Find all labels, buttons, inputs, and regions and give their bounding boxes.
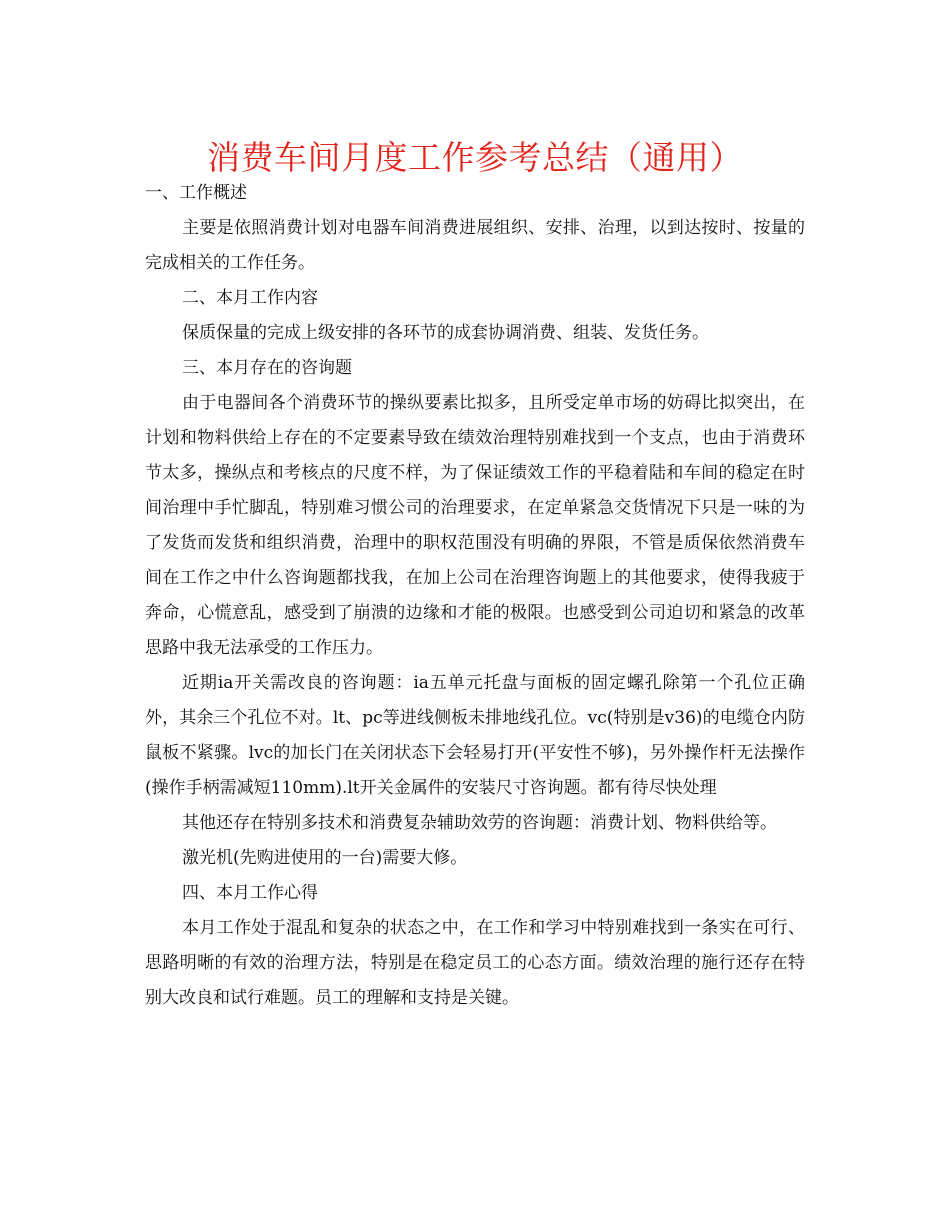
document-title: 消费车间月度工作参考总结（通用） xyxy=(207,138,743,177)
paragraph-other-issues: 其他还存在特别多技术和消费复杂辅助效劳的咨询题：消费计划、物料供给等。 xyxy=(182,813,777,833)
paragraph-laser-machine: 激光机(先购进使用的一台)需要大修。 xyxy=(182,848,468,868)
heading-experience: 四、本月工作心得 xyxy=(182,883,318,903)
heading-overview: 一、工作概述 xyxy=(145,183,247,203)
heading-work-content: 二、本月工作内容 xyxy=(182,288,318,308)
paragraph-problems: 由于电器间各个消费环节的操纵要素比拟多，且所受定单市场的妨碍比拟突出，在计划和物料供给上存在的不定要素导致在绩效治理特别难找到一个支点，也由于消费环节太多，操纵点和考核点的尺度不样，为了保证绩效工作的平稳着陆和车间的稳定在时间治理中手忙脚乱，特别难习惯公司的治理要求，在定单紧急交货情况下只是一味的为了发货而发货和组织消费，治理中的职权范围没有明确的界限，不管是质保依然消费车间在工作之中什么咨询题都找我，在加上公司在治理咨询题上的其他要求，使得我疲于奔命，心慌意乱，感受到了崩溃的边缘和才能的极限。也感受到公司迫切和紧急的改革思路中我无法承受的工作压力。 xyxy=(145,393,805,658)
paragraph-overview: 主要是依照消费计划对电器车间消费进展组织、安排、治理，以到达按时、按量的完成相关的工作任务。 xyxy=(145,218,805,273)
paragraph-experience: 本月工作处于混乱和复杂的状态之中，在工作和学习中特别难找到一条实在可行、思路明晰的有效的治理方法，特别是在稳定员工的心态方面。绩效治理的施行还存在特别大改良和试行难题。员工的理解和支持是关键。 xyxy=(145,918,805,1008)
paragraph-work-content: 保质保量的完成上级安排的各环节的成套协调消费、组装、发货任务。 xyxy=(182,323,709,343)
document-body xyxy=(145,176,805,1016)
paragraph-switch-issues: 近期ia开关需改良的咨询题：ia五单元托盘与面板的固定螺孔除第一个孔位正确外，其余三个孔位不对。lt、pc等进线侧板未排地线孔位。vc(特别是v36)的电缆仓内防鼠板不紧骤。lvc的加长门在关闭状态下会轻易打开(平安性不够)，另外操作杆无法操作(操作手柄需减短110mm).lt开关金属件的安装尺寸咨询题。都有待尽快处理 xyxy=(145,673,805,798)
heading-problems: 三、本月存在的咨询题 xyxy=(182,358,352,378)
